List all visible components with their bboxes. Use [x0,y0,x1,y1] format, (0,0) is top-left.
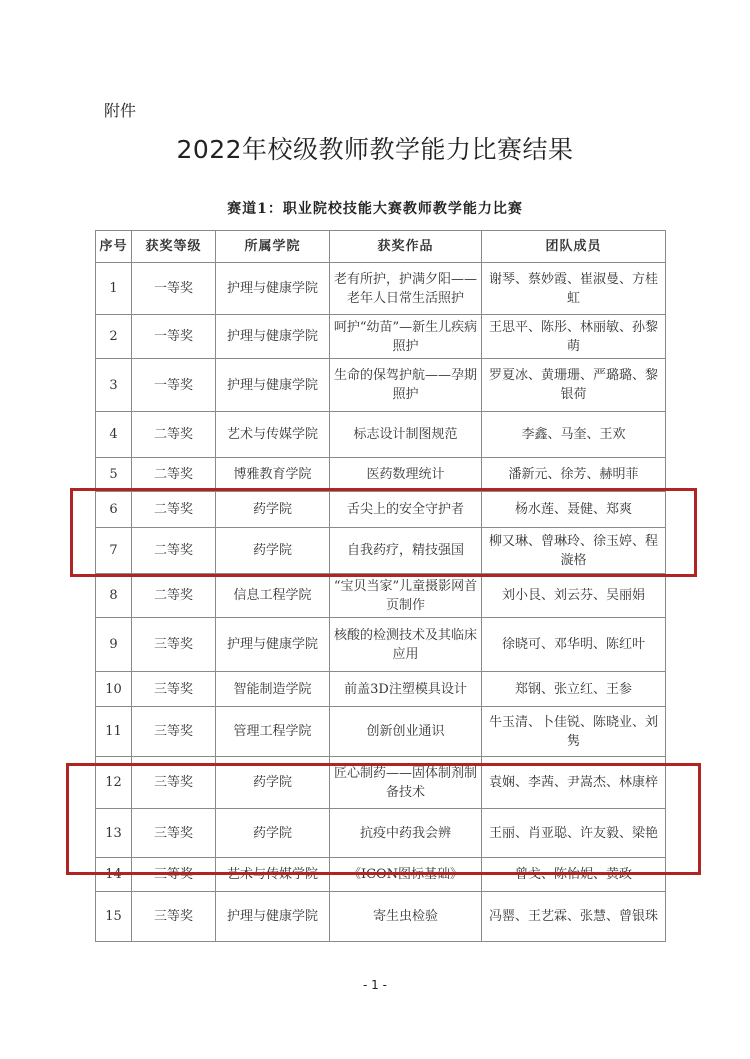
cell-members: 袁娴、李茜、尹嵩杰、林康梓 [482,757,666,809]
cell-award-level: 三等奖 [132,618,216,672]
cell-college: 艺术与传媒学院 [216,412,330,458]
cell-college: 信息工程学院 [216,574,330,618]
table-row [96,574,666,618]
cell-members: 牛玉清、卜佳锐、陈晓业、刘隽 [482,707,666,757]
cell-index: 14 [96,858,132,892]
cell-members: 潘新元、徐芳、赫明菲 [482,458,666,492]
cell-award-level: 三等奖 [132,757,216,809]
cell-work: 自我药疗，精技强国 [330,528,482,574]
cell-award-level: 二等奖 [132,492,216,528]
cell-college: 护理与健康学院 [216,618,330,672]
cell-index: 10 [96,672,132,707]
results-table [95,230,666,942]
cell-work: 创新创业通识 [330,707,482,757]
cell-college: 护理与健康学院 [216,892,330,942]
cell-award-level: 二等奖 [132,412,216,458]
header-college: 所属学院 [216,231,330,263]
cell-work: 抗疫中药我会辨 [330,809,482,858]
table-row [96,263,666,315]
cell-work: 《ICON图标基础》 [330,858,482,892]
cell-members: 罗夏冰、黄珊珊、严璐璐、黎银荷 [482,359,666,412]
annex-label: 附件 [104,101,137,120]
cell-award-level: 一等奖 [132,359,216,412]
cell-work: 匠心制药——固体制剂制备技术 [330,757,482,809]
table-header-row [96,231,666,263]
cell-work: 老有所护，护满夕阳——老年人日常生活照护 [330,263,482,315]
cell-award-level: 一等奖 [132,263,216,315]
cell-work: 寄生虫检验 [330,892,482,942]
cell-index: 5 [96,458,132,492]
cell-work: “宝贝当家”儿童摄影网首页制作 [330,574,482,618]
table-row [96,492,666,528]
cell-award-level: 二等奖 [132,528,216,574]
cell-index: 6 [96,492,132,528]
cell-members: 李鑫、马奎、王欢 [482,412,666,458]
table-row [96,809,666,858]
cell-college: 智能制造学院 [216,672,330,707]
cell-index: 4 [96,412,132,458]
table-row [96,458,666,492]
cell-index: 15 [96,892,132,942]
cell-college: 药学院 [216,528,330,574]
cell-index: 13 [96,809,132,858]
cell-index: 2 [96,315,132,359]
cell-college: 护理与健康学院 [216,315,330,359]
cell-award-level: 二等奖 [132,574,216,618]
cell-members: 王思平、陈彤、林丽敏、孙黎萌 [482,315,666,359]
cell-award-level: 三等奖 [132,809,216,858]
cell-members: 郑钢、张立红、王参 [482,672,666,707]
table-row [96,618,666,672]
cell-college: 护理与健康学院 [216,263,330,315]
table-row [96,892,666,942]
table-row [96,359,666,412]
cell-college: 药学院 [216,492,330,528]
cell-work: 生命的保驾护航——孕期照护 [330,359,482,412]
cell-index: 9 [96,618,132,672]
cell-work: 舌尖上的安全守护者 [330,492,482,528]
cell-work: 医药数理统计 [330,458,482,492]
cell-index: 7 [96,528,132,574]
cell-members: 刘小艮、刘云芬、吴丽娟 [482,574,666,618]
cell-members: 王丽、肖亚聪、许友毅、梁艳 [482,809,666,858]
cell-award-level: 三等奖 [132,707,216,757]
header-index: 序号 [96,231,132,263]
document-title: 2022年校级教师教学能力比赛结果 [176,135,574,164]
cell-work: 标志设计制图规范 [330,412,482,458]
table-row [96,672,666,707]
table-row [96,528,666,574]
cell-college: 药学院 [216,809,330,858]
cell-work: 呵护“幼苗”—新生儿疾病照护 [330,315,482,359]
cell-work: 前盖3D注塑模具设计 [330,672,482,707]
header-members: 团队成员 [482,231,666,263]
cell-index: 3 [96,359,132,412]
cell-college: 博雅教育学院 [216,458,330,492]
cell-index: 1 [96,263,132,315]
page-number: - 1 - [363,978,387,992]
cell-members: 曾戈、陈怡妮、黄政 [482,858,666,892]
cell-college: 管理工程学院 [216,707,330,757]
header-award-level: 获奖等级 [132,231,216,263]
table-row [96,315,666,359]
cell-index: 12 [96,757,132,809]
cell-college: 护理与健康学院 [216,359,330,412]
table-row [96,757,666,809]
cell-award-level: 三等奖 [132,892,216,942]
track-subtitle: 赛道1：职业院校技能大赛教师教学能力比赛 [227,201,523,217]
cell-members: 冯罂、王艺霖、张慧、曾银珠 [482,892,666,942]
cell-award-level: 三等奖 [132,672,216,707]
cell-award-level: 一等奖 [132,315,216,359]
cell-award-level: 三等奖 [132,858,216,892]
cell-members: 谢琴、蔡妙霞、崔淑曼、方桂虹 [482,263,666,315]
cell-index: 8 [96,574,132,618]
table-row [96,707,666,757]
header-work: 获奖作品 [330,231,482,263]
cell-work: 核酸的检测技术及其临床应用 [330,618,482,672]
cell-index: 11 [96,707,132,757]
cell-college: 艺术与传媒学院 [216,858,330,892]
cell-members: 柳又琳、曾琳玲、徐玉婷、程漩格 [482,528,666,574]
cell-award-level: 二等奖 [132,458,216,492]
cell-members: 徐晓可、邓华明、陈红叶 [482,618,666,672]
table-row [96,858,666,892]
cell-members: 杨水莲、聂健、郑爽 [482,492,666,528]
cell-college: 药学院 [216,757,330,809]
table-row [96,412,666,458]
table-body [96,263,666,942]
